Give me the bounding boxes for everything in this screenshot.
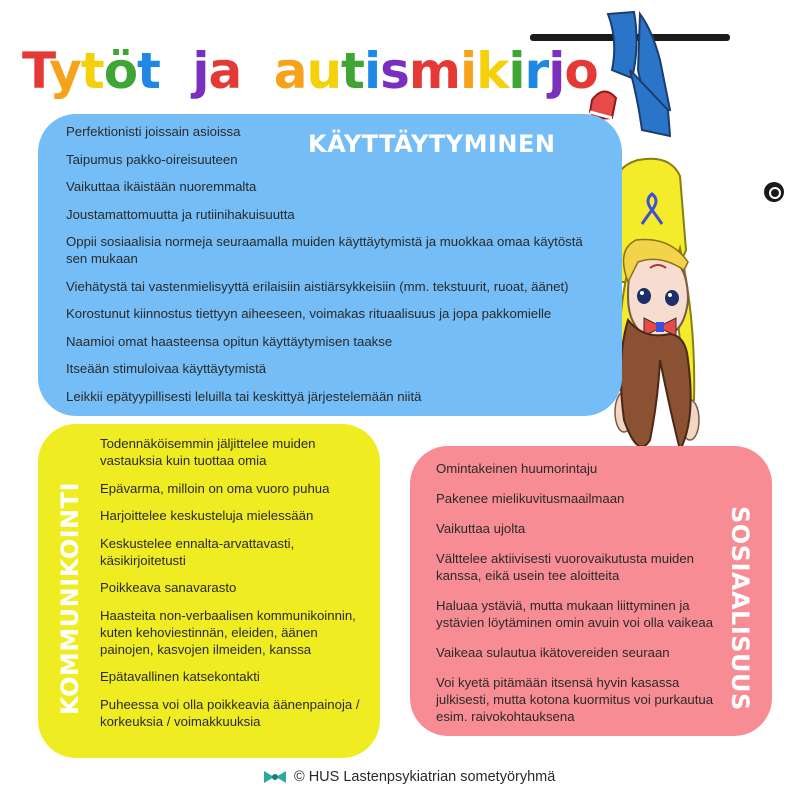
title-letter: i — [459, 42, 477, 100]
footer-text: © HUS Lastenpsykiatrian sometyöryhmä — [294, 769, 556, 785]
communication-panel — [38, 424, 380, 758]
title-letter: a — [208, 42, 242, 100]
title-letter: m — [408, 42, 460, 100]
list-item: Itseään stimuloivaa käyttäytymistä — [66, 361, 267, 376]
footer — [262, 765, 555, 789]
illustrator-logo-icon — [764, 182, 784, 202]
list-item: Todennäköisemmin jäljittelee muiden vastauksia kuin tuottaa omia — [100, 436, 316, 468]
list-item: Epätavallinen katsekontakti — [100, 669, 260, 684]
title-letter: j — [548, 42, 565, 100]
list-item: Perfektionisti joissain asioissa — [66, 124, 241, 139]
list-item: Poikkeava sanavarasto — [100, 580, 237, 595]
title-letter: i — [363, 42, 381, 100]
title-letter: T — [22, 42, 50, 100]
list-item: Viehätystä tai vastenmielisyyttä erilaisiin aistiärsykkeisiin (mm. tekstuurit, ruoat, äänet) — [66, 278, 569, 294]
communication-list — [100, 435, 370, 740]
list-item: Korostunut kiinnostus tiettyyn aiheeseen, voimakas rituaalisuus ja jopa pakkomielle — [66, 306, 552, 321]
list-item: Epävarma, milloin on oma vuoro puhua — [100, 480, 330, 496]
list-item: Vaikeaa sulautua ikätovereiden seuraan — [436, 645, 670, 660]
title-letter: ö — [103, 42, 138, 100]
title-letter: i — [508, 42, 525, 100]
social-heading: SOSIAALISUUS — [726, 506, 754, 711]
communication-heading: KOMMUNIKOINTI — [56, 482, 84, 716]
list-item: Oppii sosiaalisia normeja seuraamalla muiden käyttäytymistä ja muokkaa omaa käytöstä sen mukaan — [66, 234, 583, 266]
list-item: Harjoittelee keskusteluja mielessään — [100, 508, 314, 523]
list-item: Haluaa ystäviä, mutta mukaan liittyminen ja ystävien löytäminen omin avuin voi olla vaikeaa — [436, 598, 714, 630]
list-item: Omintakeinen huumorintaju — [436, 461, 598, 476]
illustrator-credit — [752, 122, 784, 212]
list-item: Taipumus pakko-oireisuuteen — [66, 151, 238, 167]
list-item: Naamioi omat haasteensa opitun käyttäytymisen taakse — [66, 333, 393, 349]
social-list — [436, 460, 714, 738]
title-letter: r — [524, 42, 549, 100]
list-item: Joustamattomuutta ja rutiinihakuisuutta — [66, 206, 295, 222]
title-letter: t — [137, 42, 160, 100]
behavior-panel — [38, 114, 622, 416]
social-panel — [410, 446, 772, 736]
list-item: Puheessa voi olla poikkeavia äänenpainoja / korkeuksia / voimakkuuksia — [100, 696, 360, 729]
title-letter: j — [192, 42, 209, 100]
list-item: Keskustelee ennalta-arvattavasti, käsikirjoitetusti — [100, 535, 295, 568]
title-letter: s — [380, 42, 409, 100]
list-item: Vaikuttaa ujolta — [436, 521, 526, 536]
behavior-list — [66, 123, 606, 415]
list-item: Haasteita non-verbaalisen kommunikoinnin, kuten kehoviestinnän, eleiden, äänen painojen, kasvojen ilmeiden, kanssa — [100, 607, 356, 657]
title-letter: o — [564, 42, 598, 100]
title-letter: u — [306, 42, 342, 100]
behavior-heading: KÄYTTÄYTYMINEN — [308, 130, 556, 158]
title-word — [22, 42, 160, 100]
title-letter: t — [80, 42, 104, 100]
title-word — [192, 42, 241, 100]
hus-logo-icon — [262, 767, 288, 787]
list-item: Pakenee mielikuvitusmaailmaan — [436, 491, 625, 506]
title-letter: y — [49, 42, 81, 100]
list-item: Välttelee aktiivisesti vuorovaikutusta muiden kanssa, eikä usein tee aloitteita — [436, 551, 695, 583]
title-letter: a — [273, 42, 307, 100]
list-item: Leikkii epätyypillisesti leluilla tai keskittyä järjestelemään niitä — [66, 388, 422, 404]
title-letter: k — [476, 42, 509, 100]
list-item: Vaikuttaa ikäistään nuoremmalta — [66, 179, 257, 194]
title-letter: t — [341, 42, 364, 100]
list-item: Voi kyetä pitämään itsensä hyvin kasassa julkisesti, mutta kotona kuormitus voi purkautua esim. raivokohtauksena — [436, 675, 714, 724]
